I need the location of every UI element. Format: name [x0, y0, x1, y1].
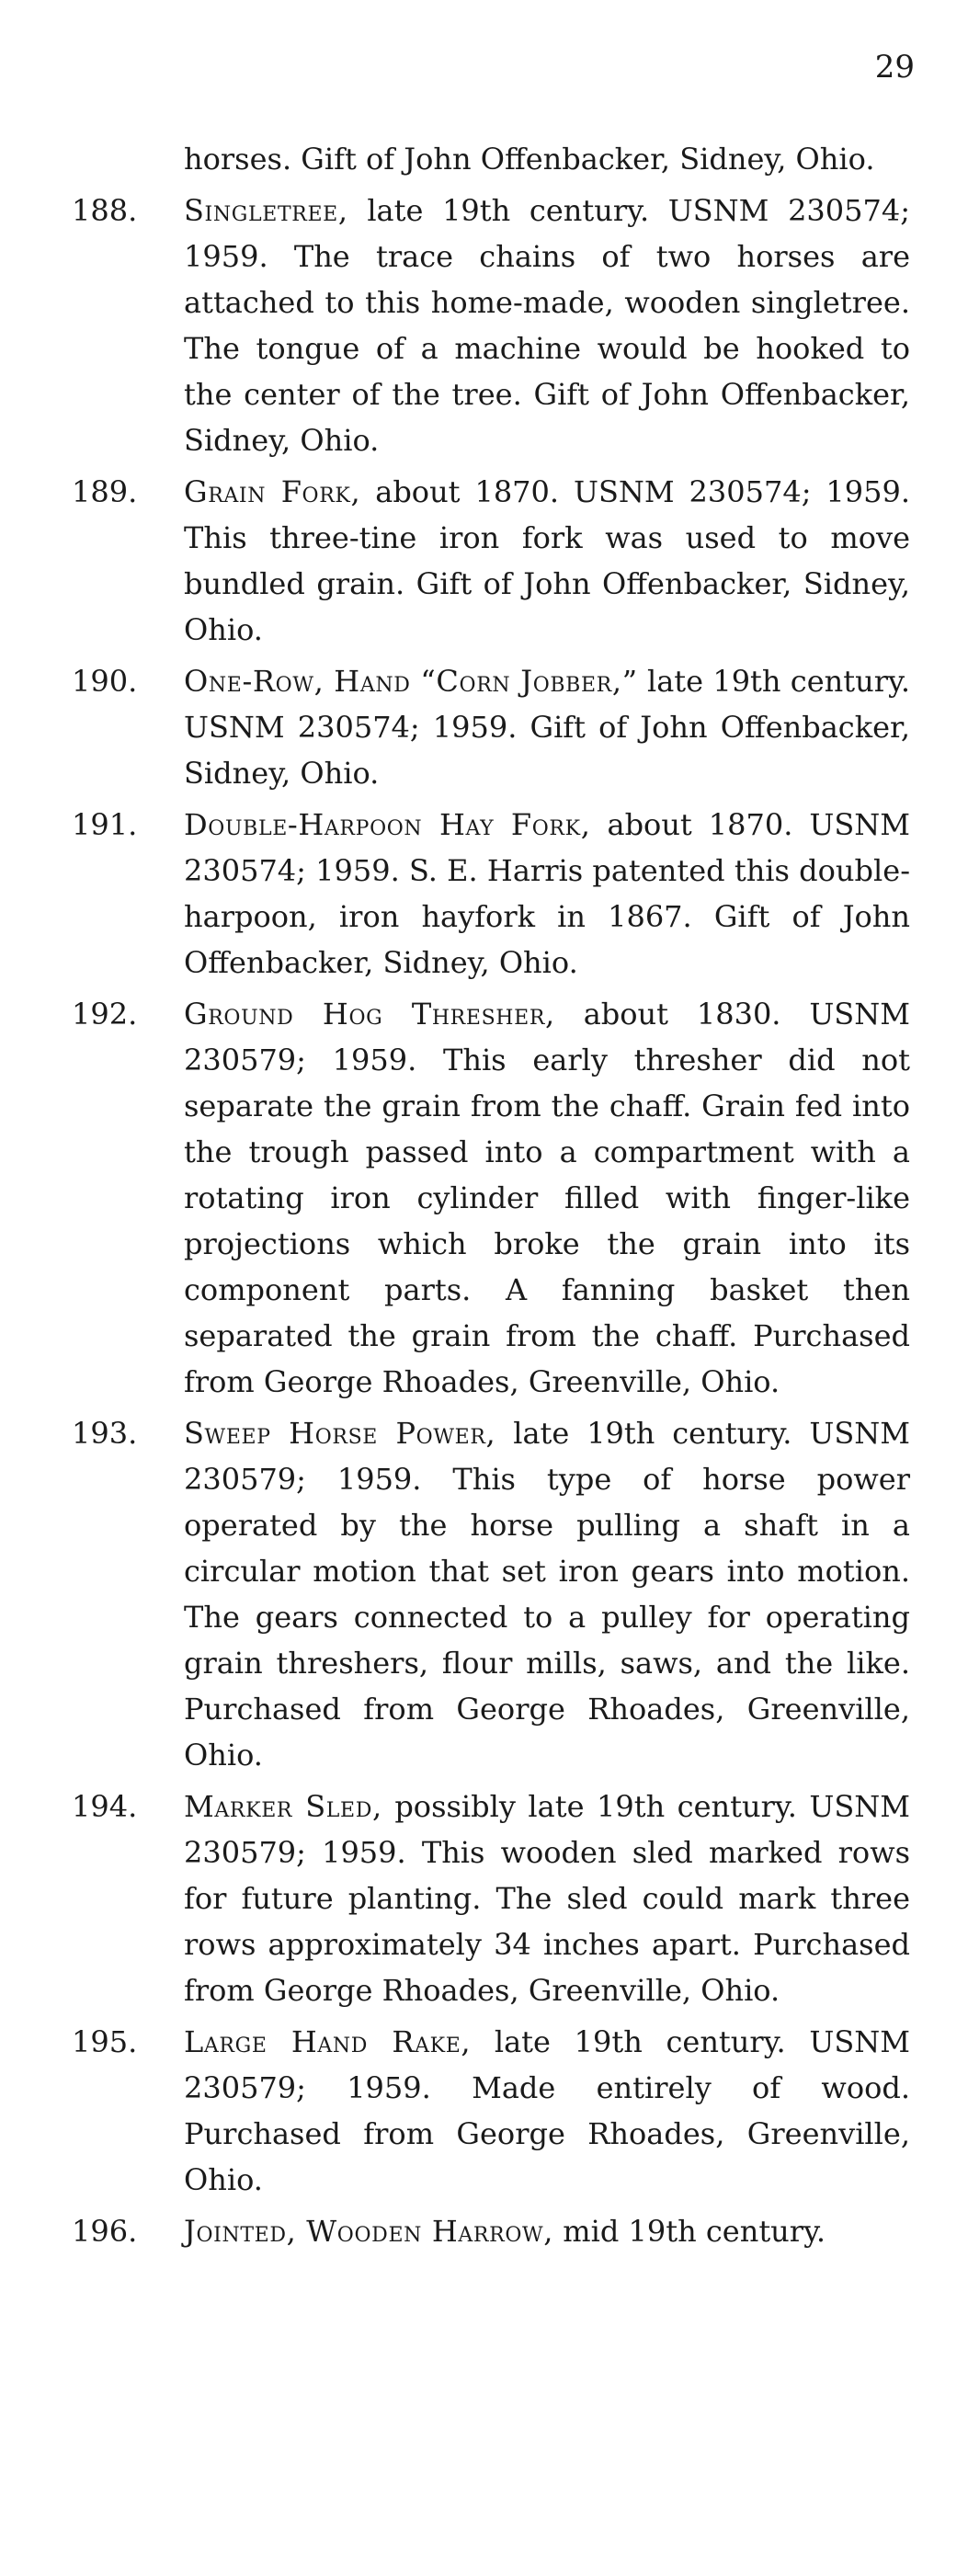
catalog-entry-190 — [72, 658, 910, 796]
entry-number: 193. — [72, 1416, 138, 1451]
entry-text: late 19th century. USNM 230574; 1959. The trace chains of two horses are attached to this home-made, wooden singletree. The tongue of a machine would be hooked to the center of the tree. Gift of John Offenbacker, Sidney, Ohio. — [184, 193, 910, 458]
entry-title: Marker Sled, — [184, 1789, 382, 1824]
catalog-entry-194 — [72, 1784, 910, 2013]
catalog-entry-192 — [72, 991, 910, 1405]
entry-title: Sweep Horse Power, — [184, 1416, 496, 1451]
entry-body — [184, 802, 910, 986]
entry-number: 190. — [72, 664, 138, 699]
entry-body — [184, 188, 910, 463]
catalog-entry-continuation — [72, 136, 910, 182]
entry-number: 189. — [72, 474, 138, 509]
entry-title: Jointed, Wooden Harrow, — [184, 2214, 554, 2249]
entry-body — [184, 2019, 910, 2203]
entry-text: late 19th century. USNM 230574; 1959. Gift of John Offenbacker, Sidney, Ohio. — [184, 664, 911, 791]
entry-body — [184, 991, 910, 1405]
catalog-entry-196 — [72, 2208, 910, 2254]
entry-text: about 1870. USNM 230574; 1959. This three-tine iron fork was used to move bundled grain. Gift of John Offenbacker, Sidney, Ohio. — [184, 474, 911, 647]
entry-number: 192. — [72, 997, 138, 1032]
entry-body — [184, 658, 910, 796]
entry-number: 196. — [72, 2214, 138, 2249]
entry-title: Ground Hog Thresher, — [184, 997, 555, 1032]
entry-text: late 19th century. USNM 230579; 1959. This type of horse power operated by the horse pulling a shaft in a circular motion that set iron gears into motion. The gears connected to a pulley for operating grain threshers, flour mills, saws, and the like. Purchased from George Rhoades, Greenville, Ohio. — [184, 1416, 911, 1772]
entry-number: 194. — [72, 1789, 138, 1824]
catalog-entry-191 — [72, 802, 910, 986]
entry-body — [184, 1410, 910, 1778]
entry-number: 188. — [72, 193, 138, 228]
entry-text: mid 19th century. — [553, 2214, 826, 2249]
entry-title: Grain Fork, — [184, 474, 361, 509]
entry-text: about 1870. USNM 230574; 1959. S. E. Harris patented this double-harpoon, iron hayfork in 1867. Gift of John Offenbacker, Sidney, Ohio. — [184, 807, 911, 980]
page-number: 29 — [874, 49, 915, 85]
entry-text: possibly late 19th century. USNM 230579; 1959. This wooden sled marked rows for future planting. The sled could mark three rows approximately 34 inches apart. Purchased from George Rhoades, Greenville, Ohio. — [184, 1789, 911, 2008]
catalog-entry-188 — [72, 188, 910, 463]
entry-text: about 1830. USNM 230579; 1959. This early thresher did not separate the grain from the chaff. Grain fed into the trough passed into a compartment with a rotating iron cylinder filled with finger-like projections which broke the grain into its component parts. A fanning basket then separated the grain from the chaff. Purchased from George Rhoades, Greenville, Ohio. — [184, 997, 910, 1399]
entry-title: One-Row, Hand “Corn Jobber,” — [184, 664, 638, 699]
entry-body — [184, 1784, 910, 2013]
entry-continuation-text: horses. Gift of John Offenbacker, Sidney, Ohio. — [184, 142, 875, 177]
catalog-entry-189 — [72, 469, 910, 653]
entry-title: Double-Harpoon Hay Fork, — [184, 807, 591, 842]
entry-body — [184, 2208, 910, 2254]
entry-title: Singletree, — [184, 193, 348, 228]
catalog-entries — [72, 136, 910, 2260]
entry-title: Large Hand Rake, — [184, 2024, 472, 2059]
entry-number: 191. — [72, 807, 138, 842]
catalog-entry-195 — [72, 2019, 910, 2203]
catalog-entry-193 — [72, 1410, 910, 1778]
entry-body — [184, 469, 910, 653]
entry-number: 195. — [72, 2024, 138, 2059]
entry-text: late 19th century. USNM 230579; 1959. Made entirely of wood. Purchased from George Rhoades, Greenville, Ohio. — [184, 2024, 910, 2197]
